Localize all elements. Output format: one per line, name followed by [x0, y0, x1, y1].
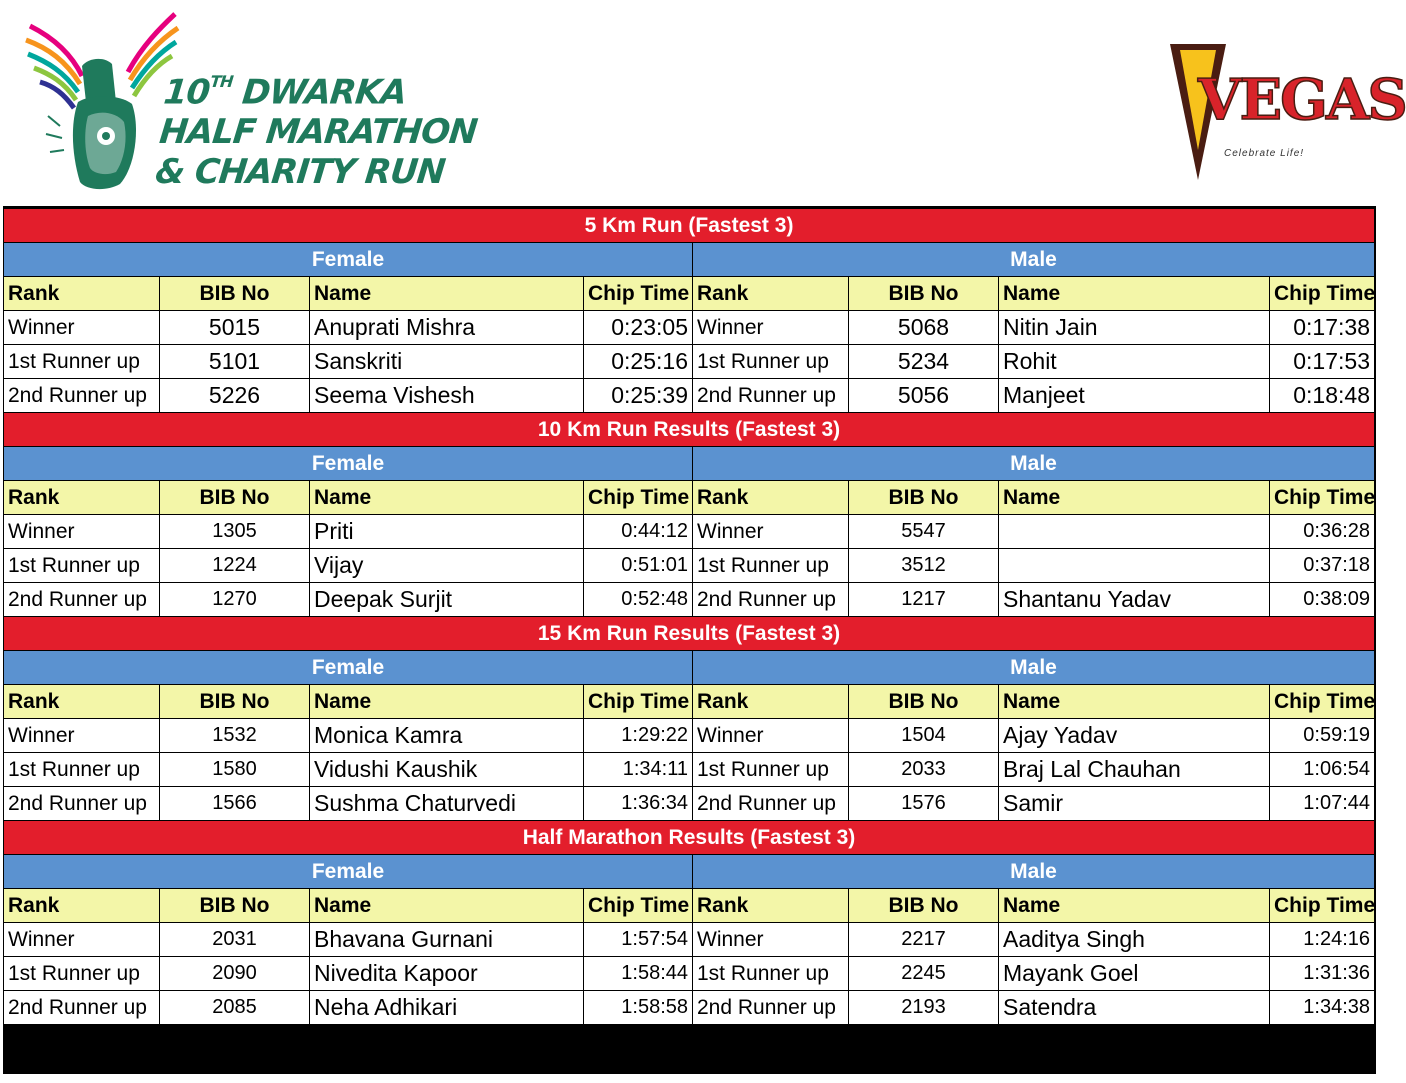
name-cell: Shantanu Yadav [999, 583, 1270, 617]
time-cell: 1:06:54 [1270, 753, 1375, 787]
time-cell: 0:25:16 [584, 345, 693, 379]
bib-cell: 5056 [849, 379, 999, 413]
name-cell [999, 549, 1270, 583]
time-cell: 1:24:16 [1270, 923, 1375, 957]
rank-cell: Winner [693, 719, 849, 753]
result-row [4, 719, 1375, 753]
section-title-row [4, 617, 1375, 651]
bib-cell: 1580 [160, 753, 310, 787]
name-cell: Mayank Goel [999, 957, 1270, 991]
time-cell: 0:18:48 [1270, 379, 1375, 413]
bib-cell: 1532 [160, 719, 310, 753]
time-cell: 1:31:36 [1270, 957, 1375, 991]
time-cell: 0:23:05 [584, 311, 693, 345]
section-title: Half Marathon Results (Fastest 3) [4, 821, 1375, 855]
result-row [4, 753, 1375, 787]
time-cell: 0:59:19 [1270, 719, 1375, 753]
event-title-line2: HALF MARATHON [157, 112, 479, 153]
gender-row [4, 855, 1375, 889]
rank-cell: 2nd Runner up [693, 379, 849, 413]
time-cell: 1:07:44 [1270, 787, 1375, 821]
col-time-header: Chip Time [1270, 481, 1375, 515]
col-bib-header: BIB No [849, 277, 999, 311]
col-time-header: Chip Time [584, 277, 693, 311]
rank-cell: 1st Runner up [693, 957, 849, 991]
gender-female: Female [4, 447, 693, 481]
rank-cell: 2nd Runner up [4, 991, 160, 1025]
gender-male: Male [693, 243, 1375, 277]
time-cell: 0:44:12 [584, 515, 693, 549]
name-cell: Manjeet [999, 379, 1270, 413]
column-header-row [4, 481, 1375, 515]
time-cell: 0:51:01 [584, 549, 693, 583]
gender-female: Female [4, 651, 693, 685]
gender-male: Male [693, 651, 1375, 685]
name-cell: Bhavana Gurnani [310, 923, 584, 957]
bib-cell: 5068 [849, 311, 999, 345]
rank-cell: 2nd Runner up [4, 787, 160, 821]
time-cell: 1:34:11 [584, 753, 693, 787]
col-name-header: Name [999, 685, 1270, 719]
rank-cell: 1st Runner up [693, 345, 849, 379]
col-time-header: Chip Time [1270, 685, 1375, 719]
bib-cell: 2193 [849, 991, 999, 1025]
name-cell: Aaditya Singh [999, 923, 1270, 957]
bib-cell: 5547 [849, 515, 999, 549]
name-cell: Ajay Yadav [999, 719, 1270, 753]
results-table [3, 208, 1375, 1025]
bib-cell: 3512 [849, 549, 999, 583]
name-cell: Anuprati Mishra [310, 311, 584, 345]
result-row [4, 345, 1375, 379]
bib-cell: 1217 [849, 583, 999, 617]
result-row [4, 583, 1375, 617]
rank-cell: 1st Runner up [4, 957, 160, 991]
col-time-header: Chip Time [584, 685, 693, 719]
time-cell: 0:17:53 [1270, 345, 1375, 379]
time-cell: 1:57:54 [584, 923, 693, 957]
result-row [4, 991, 1375, 1025]
col-rank-header: Rank [4, 889, 160, 923]
time-cell: 0:25:39 [584, 379, 693, 413]
bib-cell: 1305 [160, 515, 310, 549]
col-bib-header: BIB No [160, 481, 310, 515]
time-cell: 0:37:18 [1270, 549, 1375, 583]
sponsor-logo [1168, 40, 1406, 185]
bib-cell: 5226 [160, 379, 310, 413]
rank-cell: 2nd Runner up [4, 379, 160, 413]
bib-cell: 1576 [849, 787, 999, 821]
col-bib-header: BIB No [160, 277, 310, 311]
name-cell: Vidushi Kaushik [310, 753, 584, 787]
event-title [153, 66, 483, 192]
rank-cell: 2nd Runner up [693, 787, 849, 821]
bib-cell: 1270 [160, 583, 310, 617]
col-time-header: Chip Time [584, 481, 693, 515]
rank-cell: 1st Runner up [4, 753, 160, 787]
time-cell: 1:34:38 [1270, 991, 1375, 1025]
col-bib-header: BIB No [849, 481, 999, 515]
col-rank-header: Rank [4, 277, 160, 311]
event-logo [20, 6, 479, 196]
col-name-header: Name [310, 277, 584, 311]
result-row [4, 379, 1375, 413]
gender-female: Female [4, 243, 693, 277]
gender-male: Male [693, 855, 1375, 889]
col-name-header: Name [999, 481, 1270, 515]
bib-cell: 1566 [160, 787, 310, 821]
gender-female: Female [4, 855, 693, 889]
gender-male: Male [693, 447, 1375, 481]
col-name-header: Name [999, 277, 1270, 311]
bib-cell: 2085 [160, 991, 310, 1025]
col-rank-header: Rank [693, 685, 849, 719]
time-cell: 1:58:44 [584, 957, 693, 991]
rank-cell: Winner [693, 515, 849, 549]
event-title-line3: & CHARITY RUN [153, 152, 447, 193]
col-name-header: Name [310, 685, 584, 719]
name-cell: Nitin Jain [999, 311, 1270, 345]
name-cell: Priti [310, 515, 584, 549]
col-bib-header: BIB No [160, 685, 310, 719]
column-header-row [4, 277, 1375, 311]
name-cell: Braj Lal Chauhan [999, 753, 1270, 787]
result-row [4, 515, 1375, 549]
gender-row [4, 243, 1375, 277]
event-title-line1: 10TH DWARKA [161, 72, 409, 113]
bib-cell: 2090 [160, 957, 310, 991]
result-row [4, 787, 1375, 821]
name-cell: Seema Vishesh [310, 379, 584, 413]
bib-cell: 2245 [849, 957, 999, 991]
rank-cell: Winner [4, 923, 160, 957]
col-rank-header: Rank [693, 481, 849, 515]
bib-cell: 2217 [849, 923, 999, 957]
rank-cell: Winner [693, 923, 849, 957]
rank-cell: 1st Runner up [693, 549, 849, 583]
col-time-header: Chip Time [584, 889, 693, 923]
col-name-header: Name [310, 889, 584, 923]
column-header-row [4, 889, 1375, 923]
sponsor-name: VEGAS [1198, 67, 1406, 133]
section-title-row [4, 413, 1375, 447]
section-title-row [4, 821, 1375, 855]
section-title-row [4, 209, 1375, 243]
result-row [4, 957, 1375, 991]
name-cell: Rohit [999, 345, 1270, 379]
name-cell: Neha Adhikari [310, 991, 584, 1025]
section-title: 15 Km Run Results (Fastest 3) [4, 617, 1375, 651]
time-cell: 1:29:22 [584, 719, 693, 753]
name-cell: Monica Kamra [310, 719, 584, 753]
rank-cell: 2nd Runner up [4, 583, 160, 617]
rank-cell: 2nd Runner up [693, 991, 849, 1025]
section-title: 10 Km Run Results (Fastest 3) [4, 413, 1375, 447]
section-title: 5 Km Run (Fastest 3) [4, 209, 1375, 243]
col-name-header: Name [310, 481, 584, 515]
bib-cell: 5101 [160, 345, 310, 379]
bib-cell: 5234 [849, 345, 999, 379]
rank-cell: 1st Runner up [693, 753, 849, 787]
column-header-row [4, 685, 1375, 719]
result-row [4, 311, 1375, 345]
name-cell: Vijay [310, 549, 584, 583]
col-time-header: Chip Time [1270, 277, 1375, 311]
rank-cell: Winner [4, 515, 160, 549]
gender-row [4, 447, 1375, 481]
name-cell: Deepak Surjit [310, 583, 584, 617]
bib-cell: 1224 [160, 549, 310, 583]
col-rank-header: Rank [693, 889, 849, 923]
bib-cell: 5015 [160, 311, 310, 345]
name-cell: Sanskriti [310, 345, 584, 379]
bib-cell: 2031 [160, 923, 310, 957]
col-bib-header: BIB No [160, 889, 310, 923]
rank-cell: Winner [4, 311, 160, 345]
page-header [0, 0, 1406, 205]
rank-cell: Winner [693, 311, 849, 345]
rank-cell: 1st Runner up [4, 345, 160, 379]
name-cell: Sushma Chaturvedi [310, 787, 584, 821]
rank-cell: 1st Runner up [4, 549, 160, 583]
time-cell: 1:58:58 [584, 991, 693, 1025]
bib-cell: 1504 [849, 719, 999, 753]
time-cell: 0:36:28 [1270, 515, 1375, 549]
name-cell: Samir [999, 787, 1270, 821]
bib-cell: 2033 [849, 753, 999, 787]
rank-cell: 2nd Runner up [693, 583, 849, 617]
time-cell: 1:36:34 [584, 787, 693, 821]
time-cell: 0:52:48 [584, 583, 693, 617]
col-rank-header: Rank [693, 277, 849, 311]
col-bib-header: BIB No [849, 685, 999, 719]
result-row [4, 923, 1375, 957]
col-bib-header: BIB No [849, 889, 999, 923]
col-rank-header: Rank [4, 481, 160, 515]
time-cell: 0:17:38 [1270, 311, 1375, 345]
name-cell: Nivedita Kapoor [310, 957, 584, 991]
sponsor-tagline: Celebrate Life! [1224, 148, 1305, 159]
name-cell [999, 515, 1270, 549]
col-name-header: Name [999, 889, 1270, 923]
gender-row [4, 651, 1375, 685]
rank-cell: Winner [4, 719, 160, 753]
time-cell: 0:38:09 [1270, 583, 1375, 617]
col-rank-header: Rank [4, 685, 160, 719]
name-cell: Satendra [999, 991, 1270, 1025]
result-row [4, 549, 1375, 583]
col-time-header: Chip Time [1270, 889, 1375, 923]
